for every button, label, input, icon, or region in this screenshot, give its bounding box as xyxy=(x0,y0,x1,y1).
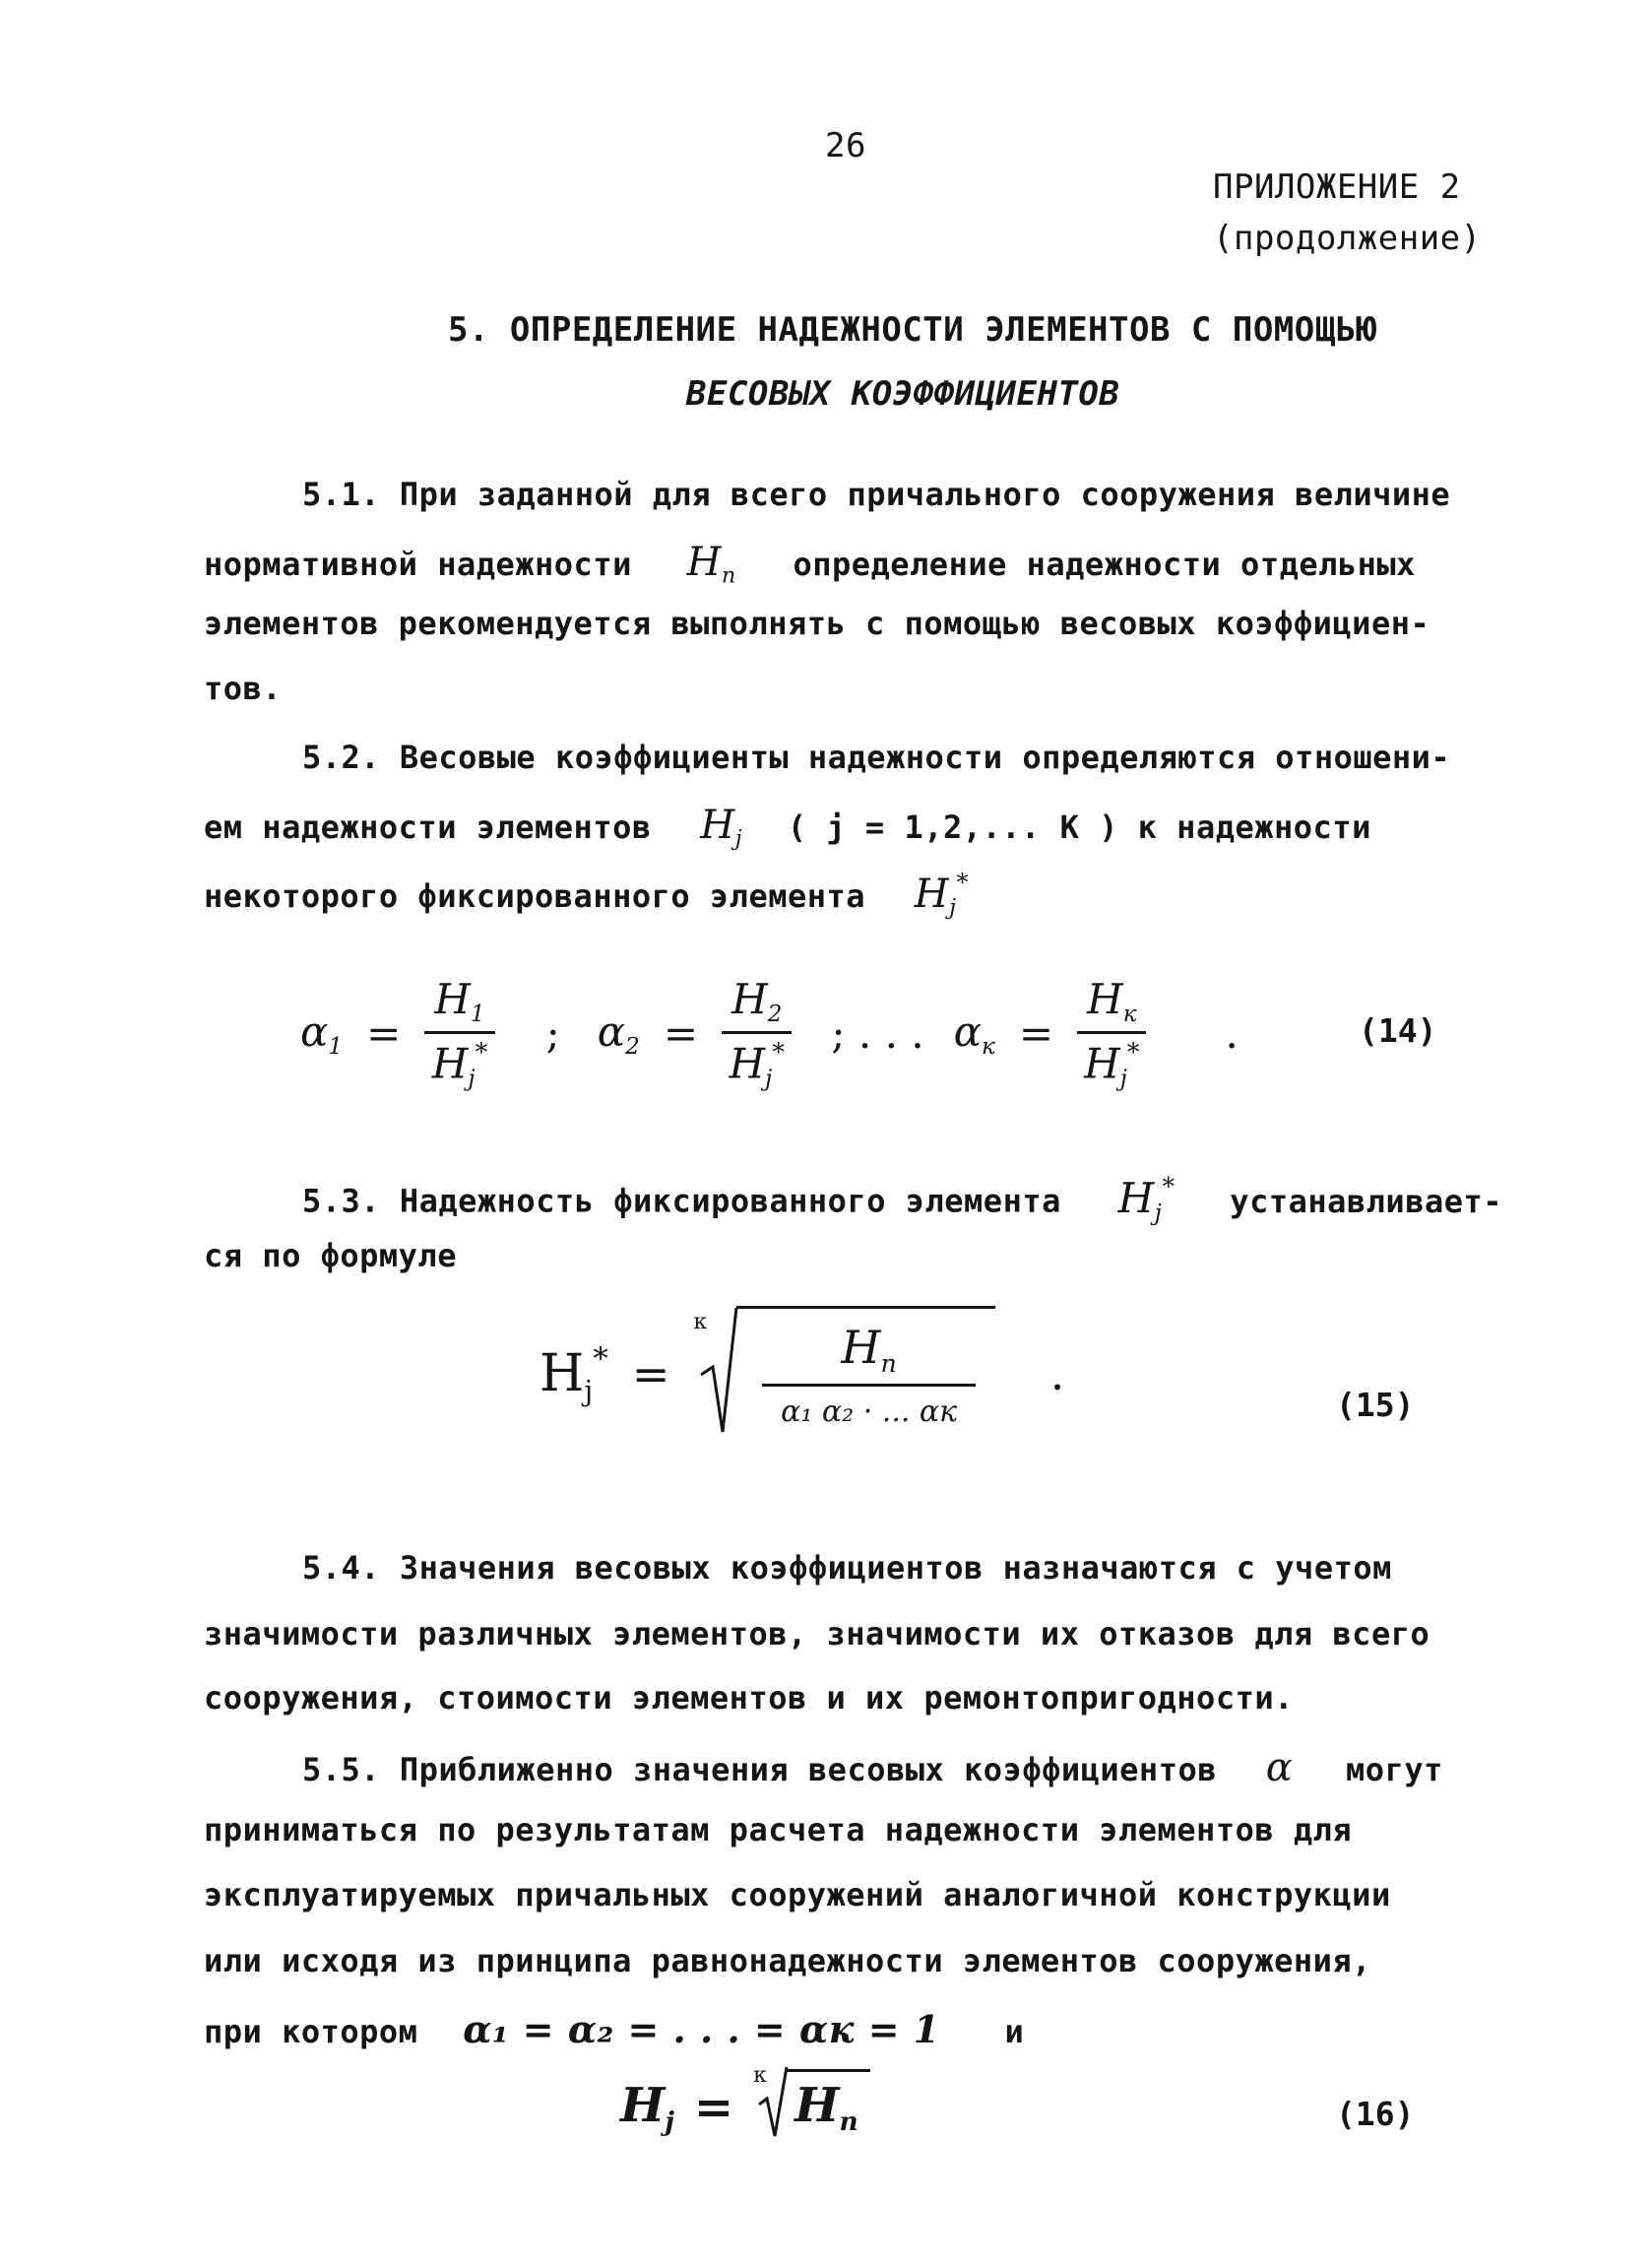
p53-line-1 xyxy=(302,1172,1502,1226)
eq14-alpha-k-letter: α xyxy=(953,1006,983,1056)
eq14-separator-1: ; xyxy=(545,1008,560,1058)
eq15-lhs-sub: j xyxy=(584,1373,594,1407)
equation-16 xyxy=(620,2062,870,2138)
p52-line-1: 5.2. Весовые коэффициенты надежности определяются отношени- xyxy=(302,739,1451,776)
eq14-num-k-letter: H xyxy=(1087,975,1123,1023)
eq16-radicand-letter: H xyxy=(794,2077,840,2133)
eq16-lhs-letter: H xyxy=(620,2078,666,2133)
eq15-radicand xyxy=(736,1306,994,1429)
p52-line-2b: ( j = 1,2,... K ) к надежности xyxy=(787,809,1371,846)
p53-line-1a: 5.3. Надежность фиксированного элемента xyxy=(302,1182,1061,1220)
eq16-radicand-sub: n xyxy=(839,2106,858,2137)
eq15-lhs xyxy=(540,1341,608,1407)
p52-symbol-sub: j xyxy=(734,826,743,852)
appendix-subtitle: (продолжение) xyxy=(1213,219,1482,258)
p52-line-2 xyxy=(204,803,1371,852)
p52-line-3a: некоторого фиксированного элемента xyxy=(204,876,866,915)
eq15-denominator: α₁ α₂ · ... αк xyxy=(781,1393,958,1429)
p51-line-1: 5.1. При заданной для всего причального сооружения величине xyxy=(302,476,1451,513)
p55-line-1b: могут xyxy=(1346,1751,1443,1788)
eq16-radical-sign xyxy=(757,2065,789,2140)
eq15-num-sub: n xyxy=(880,1348,897,1378)
eq16-radicand xyxy=(787,2069,870,2137)
p51-symbol-sub: n xyxy=(722,563,736,589)
p53-symbol-letter: H xyxy=(1117,1173,1155,1222)
p52-fixed-sub: j xyxy=(949,895,957,921)
eq14-alpha-k-sub: к xyxy=(982,1033,995,1060)
eq14-den-2-sub: j xyxy=(765,1066,773,1092)
p52-symbol-fixed xyxy=(914,869,970,921)
eq14-den-1-letter: H xyxy=(431,1039,469,1088)
p55-line-5a: при котором xyxy=(204,2013,418,2050)
eq15-lhs-letter: H xyxy=(540,1343,585,1403)
eq14-den-k xyxy=(1084,1034,1139,1092)
p51-line-2 xyxy=(204,540,1416,589)
section-heading-line-2: ВЕСОВЫХ КОЭФФИЦИЕНТОВ xyxy=(686,374,1120,414)
eq16-root xyxy=(753,2062,870,2137)
p51-symbol xyxy=(686,540,736,589)
p52-line-3 xyxy=(204,869,969,920)
equation-16-number: (16) xyxy=(1336,2095,1415,2133)
p52-line-2a: ем надежности элементов xyxy=(204,809,652,846)
eq15-period: . xyxy=(1049,1347,1065,1401)
p55-alpha-symbol: α xyxy=(1265,1745,1294,1790)
eq14-alpha-2-letter: α xyxy=(597,1006,626,1056)
eq14-alpha-1-sub: 1 xyxy=(328,1033,344,1060)
eq15-root-index: к xyxy=(693,1310,708,1334)
eq14-num-2-sub: 2 xyxy=(767,1002,783,1028)
p51-line-3: элементов рекомендуется выполнять с помощью весовых коэффициен- xyxy=(204,605,1430,642)
equation-14-number: (14) xyxy=(1359,1011,1437,1050)
p53-line-1b: устанавливает- xyxy=(1230,1182,1503,1220)
p51-line-2b: определение надежности отдельных xyxy=(793,546,1416,583)
eq14-den-k-letter: H xyxy=(1084,1039,1120,1088)
eq14-den-1-sub: j xyxy=(468,1066,476,1092)
p52-fixed-sup: * xyxy=(956,869,970,896)
p55-line-5b: и xyxy=(1004,2013,1025,2050)
eq16-root-index: к xyxy=(753,2062,767,2088)
p53-symbol xyxy=(1117,1172,1175,1226)
eq14-den-k-sub: j xyxy=(1119,1066,1127,1092)
eq14-den-1-sup: * xyxy=(475,1038,488,1068)
eq14-den-2-letter: H xyxy=(729,1039,766,1088)
eq16-lhs xyxy=(620,2078,674,2137)
equation-14 xyxy=(300,975,1239,1092)
equation-15 xyxy=(540,1310,1065,1429)
eq14-alpha-1-letter: α xyxy=(300,1006,329,1056)
eq15-num-letter: H xyxy=(841,1321,881,1374)
page-number: 26 xyxy=(825,126,866,165)
eq15-numerator xyxy=(762,1321,975,1387)
eq14-num-k xyxy=(1077,975,1146,1034)
p55-line-3: эксплуатируемых причальных сооружений аналогичной конструкции xyxy=(204,1876,1391,1913)
equation-15-number: (15) xyxy=(1336,1386,1415,1424)
eq14-alpha-2-sub: 2 xyxy=(625,1033,640,1060)
p52-fixed-letter: H xyxy=(914,871,950,917)
eq14-den-k-sup: * xyxy=(1126,1038,1140,1068)
p55-line-4: или исходя из принципа равнонадежности элементов сооружения, xyxy=(204,1942,1371,1979)
eq16-equals: = xyxy=(693,2080,734,2136)
eq14-fraction-k xyxy=(1077,975,1146,1092)
eq15-lhs-sup: * xyxy=(593,1341,608,1377)
eq15-root xyxy=(693,1310,994,1429)
eq14-alpha-k xyxy=(954,1007,995,1060)
p53-symbol-sup: * xyxy=(1162,1172,1175,1200)
eq14-num-1-letter: H xyxy=(434,975,471,1023)
eq14-num-2 xyxy=(722,975,792,1034)
eq14-alpha-1 xyxy=(300,1007,343,1060)
eq14-num-k-sub: к xyxy=(1122,1002,1137,1028)
eq14-num-1-sub: 1 xyxy=(470,1002,485,1028)
eq14-num-1 xyxy=(424,975,494,1034)
p54-line-1: 5.4. Значения весовых коэффициентов назначаются с учетом xyxy=(302,1549,1392,1587)
p52-symbol xyxy=(700,803,743,852)
eq14-equals-k: = xyxy=(1018,1008,1054,1058)
eq14-fraction-2 xyxy=(722,975,792,1092)
p55-line-1a: 5.5. Приближенно значения весовых коэффициентов xyxy=(302,1751,1217,1788)
p52-symbol-letter: H xyxy=(700,803,735,848)
eq15-radical-sign xyxy=(699,1306,738,1440)
eq14-separator-2: ; . . . xyxy=(831,1008,924,1058)
p53-line-2: ся по формуле xyxy=(204,1237,457,1274)
p55-line-2: приниматься по результатам расчета надежности элементов для xyxy=(204,1811,1353,1848)
p53-symbol-sub: j xyxy=(1154,1199,1163,1226)
eq14-den-2-sup: * xyxy=(772,1038,785,1068)
eq14-den-1 xyxy=(432,1034,487,1092)
p55-equal-weights-formula: α₁ = α₂ = . . . = αк = 1 xyxy=(463,2007,940,2051)
eq14-equals-2: = xyxy=(663,1008,699,1058)
p54-line-2: значимости различных элементов, значимости их отказов для всего xyxy=(204,1615,1430,1652)
p55-line-1 xyxy=(302,1745,1443,1790)
p51-line-4: тов. xyxy=(204,670,283,707)
eq14-equals-1: = xyxy=(366,1008,402,1058)
eq14-alpha-2 xyxy=(598,1007,640,1060)
appendix-title: ПРИЛОЖЕНИЕ 2 xyxy=(1213,167,1461,207)
eq14-den-2 xyxy=(730,1034,785,1092)
p51-line-2a: нормативной надежности xyxy=(204,546,632,583)
p55-line-5 xyxy=(204,2007,1024,2051)
p51-symbol-letter: H xyxy=(686,540,722,585)
section-heading-line-1: 5. ОПРЕДЕЛЕНИЕ НАДЕЖНОСТИ ЭЛЕМЕНТОВ С ПОМОЩЬЮ xyxy=(448,310,1377,350)
eq14-num-2-letter: H xyxy=(731,975,768,1023)
eq14-period: . xyxy=(1225,1008,1239,1058)
eq15-fraction xyxy=(762,1321,975,1429)
p54-line-3: сооружения, стоимости элементов и их ремонтопригодности. xyxy=(204,1679,1294,1717)
eq15-equals: = xyxy=(631,1347,670,1401)
eq16-lhs-sub: j xyxy=(665,2106,674,2138)
eq14-fraction-1 xyxy=(424,975,494,1092)
